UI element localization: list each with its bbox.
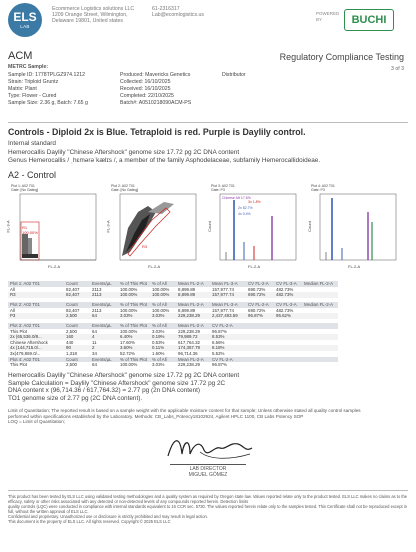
section-title: A2 - Control <box>8 170 57 180</box>
plot-2-panel <box>105 182 201 278</box>
table-cell: 160 <box>64 334 90 340</box>
lab-phone: 61-2316317 <box>152 6 180 12</box>
table-header: % of All <box>150 302 176 308</box>
plot-3-label-a <box>222 196 251 200</box>
section-divider <box>8 122 408 123</box>
table-cell: 2113 <box>92 286 102 292</box>
produced-by: Produced: Mavericks Genetics <box>120 72 191 78</box>
table-header: % of All <box>150 323 176 329</box>
table-cell: 3.03% <box>152 328 165 334</box>
table-cell: 96.87% <box>212 328 227 334</box>
plot-3-label-a-text: Chinese Aft <box>222 196 240 200</box>
table-cell: 82,407 <box>64 292 90 298</box>
table-cell <box>302 313 338 319</box>
collected-date: Collected: 16/10/2025 <box>120 79 171 86</box>
table-cell: 229,238.29 <box>178 328 200 334</box>
table-cell: 95.62% <box>274 313 302 319</box>
table-header: % of This Plot <box>118 281 150 287</box>
table-cell: 0.11% <box>150 345 176 351</box>
plot-1-gate-label: R1 <box>22 225 28 230</box>
table-cell: 157,977.74 <box>210 292 246 298</box>
table-cell: 482.73% <box>276 286 294 292</box>
table-header: Plot 1: A02 T01 <box>8 281 64 287</box>
plot-3-label-b-text: 3x <box>248 200 252 204</box>
plot-2-ylabel: FL-3-A <box>105 220 111 233</box>
internal-standard-label: Internal standard <box>8 140 56 147</box>
signature-name: MIGUEL GÓMEZ <box>188 472 228 478</box>
table-header: Mean FL-3-A <box>210 281 246 287</box>
table-cell: R3 <box>8 292 64 298</box>
table-header: CV FL-3-A <box>274 302 302 308</box>
internal-standard-genome: Hemerocallis Daylily "Chinese Aftershock" genome size 17.72 pg 2C DNA content <box>8 149 240 156</box>
table-cell: 100.00% <box>120 307 138 313</box>
genus-description: Genus Hemerocallis / ˌhɛmərəˈkælɪs /, a member of the family Asphodelaceae, subfamily Hemerocallidoideae. <box>8 157 321 164</box>
table-cell: 1,318 <box>66 350 77 356</box>
table-cell: 482.73% <box>274 292 302 298</box>
plot-3-label-c-pct: 52.7% <box>242 206 253 210</box>
table-cell: 1.60% <box>152 350 165 356</box>
table-cell: 482.73% <box>276 307 294 313</box>
table-cell: 100.00% <box>150 292 176 298</box>
sample-strain: Strain: Triploid Gruntz <box>8 79 59 86</box>
table-cell: 100.00% <box>152 286 170 292</box>
batch-number: Batch#: A0510218090ACM-PS <box>120 100 192 107</box>
plot-1-gate: Gate: [No Gating] <box>11 188 39 192</box>
table-cell: 82,407 <box>66 286 80 292</box>
plot-3-label-b <box>248 200 261 204</box>
table-cell: 4x (144,715.0/... <box>8 345 64 351</box>
table-header: % of This Plot <box>118 302 150 308</box>
conclusion-line-3: DNA content x (96,714.36 / 617,764.32) = 2.77 pg (2n DNA content) <box>8 387 201 395</box>
buchi-logo: BUCHI <box>344 9 394 31</box>
table-header: Mean FL-2-A <box>176 302 210 308</box>
plot-3-label-d-text: 4x <box>238 212 242 216</box>
powered-by <box>316 11 339 22</box>
table-cell: 100.00% <box>120 286 138 292</box>
plot-3-xlabel: FL-2-A <box>248 264 261 269</box>
received-date: Received: 16/10/2025 <box>120 86 171 93</box>
table-cell: 2,500 <box>66 362 77 368</box>
controls-title: Controls - Diploid 2x is Blue. Tetraploid is red. Purple is Daylily control. <box>8 127 306 137</box>
table-cell <box>246 362 274 368</box>
plot-3-label-c <box>238 206 253 210</box>
table-header: Mean FL-3-A <box>210 302 246 308</box>
table-header: Mean FL-2-A <box>176 281 210 287</box>
table-cell: 64 <box>92 328 97 334</box>
table-cell: 34 <box>92 350 97 356</box>
els-lab-logo <box>8 3 42 37</box>
table-cell: CV FL-2-A <box>210 357 246 363</box>
table-cell: 90 <box>64 345 90 351</box>
plot-4-panel <box>308 182 401 278</box>
conclusion-block <box>8 372 239 402</box>
report-title: Regulatory Compliance Testing <box>279 52 404 62</box>
plot-3-label-d <box>238 212 251 216</box>
table-cell <box>302 362 338 368</box>
table-cell: 2,500 <box>64 313 90 319</box>
footer-line-3: Confidential and proprietary. Unauthorized use or disclosure is strictly prohibited and may result in legal action. <box>8 514 208 519</box>
metrc-sample-label: METRC Sample: <box>8 64 49 70</box>
sample-matrix: Matrix: Plant <box>8 86 37 93</box>
sample-type: Type: Flower - Cured <box>8 93 57 100</box>
table-header: CV FL-3-A <box>274 281 302 287</box>
table-cell: 3.60% <box>118 345 150 351</box>
footer-line-4: This document is the property of ELS LLC. All rights reserved. Copyright © 2025 ELS LLC <box>8 519 171 524</box>
table-cell: 229,238.29 <box>176 313 210 319</box>
table-cell: 11 <box>92 339 97 345</box>
table-header: % of This Plot <box>118 323 150 329</box>
plot-3-label-a-pct: 17.6% <box>240 196 251 200</box>
disclaimer-block <box>8 408 408 425</box>
lab-address-block <box>52 6 134 25</box>
logo-sub-text: LAB <box>20 24 30 29</box>
table-cell: 96,714.36 <box>178 350 198 356</box>
table-cell: 100.00% <box>152 307 170 313</box>
plot-1-panel <box>5 182 101 278</box>
table-cell: 2,500 <box>66 328 77 334</box>
disclaimer-line-2: performed within specifications established by the Laboratory. Methods: CB_Labs_Potency18102924, Agilent HPLC 1100, CB Labs Potency SOP <box>8 413 304 419</box>
table-cell: 8.53% <box>210 334 246 340</box>
lab-email: Lab@ecomlogistics.us <box>152 12 204 19</box>
table-cell: 8.18% <box>210 345 246 351</box>
table-cell: 3.03% <box>150 313 176 319</box>
plot-3-ylabel: Count <box>206 221 212 232</box>
table-cell <box>302 292 338 298</box>
sample-info-left <box>8 72 88 107</box>
plot-4-xlabel: FL-2-A <box>348 264 361 269</box>
table-header: Median FL-2-A <box>302 281 338 287</box>
distributor-label: Distributor <box>222 72 246 78</box>
table-header: Events/µL <box>90 323 118 329</box>
table-cell: 157,977.74 <box>212 286 234 292</box>
signature-image <box>160 430 256 464</box>
table-header: Count <box>64 323 90 329</box>
table-cell: 690.72% <box>246 292 274 298</box>
table-cell: This Plot <box>10 328 28 334</box>
table-cell: 0.19% <box>150 334 176 340</box>
table-cell: 2113 <box>92 307 102 313</box>
footer-line-2: quality controls (LQC) were conducted in compliance with internal standards equivalent to 16 CCR sec. 5730. The values reported herein relate only to the samples tested. This Certificate shall not be reproduced except in full, without the written approval of ELS LLC. <box>8 504 407 514</box>
table-cell: P3 <box>8 313 64 319</box>
signature-line <box>170 464 246 465</box>
table-cell: 617,764.32 <box>178 339 200 345</box>
conclusion-line-2: Sample Calculation = Daylily "Chinese Aftershock" genome size 17.72 pg 2C <box>8 379 226 387</box>
disclaimer-line-1: Limit of Quantitation; The reported result is based on a sample weight with the applicable moisture content for that sample; Unless otherwise stated all quality control samples <box>8 408 361 413</box>
table-cell: 100.00% <box>120 362 138 368</box>
table-cell: 690.72% <box>248 307 266 313</box>
table-cell: 96.87% <box>212 362 227 368</box>
table-cell: 2,437,493.59 <box>210 313 246 319</box>
lab-contact-block <box>152 6 204 18</box>
disclaimer-line-3: LOQ = Limit of Quantitation; <box>8 419 66 425</box>
table-header: Plot 3: A02 T01 <box>8 323 64 329</box>
table-cell: 0.53% <box>152 339 165 345</box>
plot-1-title: Plot 1: A02 T01 <box>11 184 35 188</box>
signature-role: LAB DIRECTOR <box>189 466 227 472</box>
lab-name: Ecommerce Logistics solutions LLC <box>52 6 135 12</box>
plot-1-ylabel: FL-3-A <box>5 220 11 233</box>
table-cell: 2113 <box>90 292 118 298</box>
plot-1-xlabel: FL-2-A <box>48 264 61 269</box>
table-cell: 52.72% <box>120 350 135 356</box>
table-cell: 8,899.89 <box>178 286 196 292</box>
completed-date: Completed: 22/10/2025 <box>120 93 174 100</box>
table-cell: 64 <box>92 362 97 368</box>
conclusion-line-4: TO1 genome size of 2.77 pg (2C DNA content). <box>8 394 143 402</box>
table-cell: 17.60% <box>120 339 135 345</box>
table-cell: 64 <box>90 313 118 319</box>
table-cell <box>274 362 302 368</box>
table-row <box>8 313 338 319</box>
table-cell: 3x(479,869.0/... <box>10 350 41 356</box>
plot-4-title: Plot 4: A02 T01 <box>311 184 335 188</box>
stats-table-1 <box>8 281 338 298</box>
table-cell: Plot 4: A02 T01 <box>8 357 64 363</box>
lab-address-2: Delaware 19801, United states <box>52 18 123 25</box>
stats-table-2 <box>8 302 338 319</box>
table-cell: 2 <box>90 345 118 351</box>
table-cell: 5.52% <box>212 350 225 356</box>
table-cell: 4 <box>90 334 118 340</box>
plot-4-ylabel: Count <box>306 221 312 232</box>
table-cell: 6.56% <box>212 339 225 345</box>
table-cell: All <box>10 307 15 313</box>
plot-4-gate: Gate: P3 <box>311 188 325 192</box>
table-cell: 2x (65,536.0/8... <box>8 334 64 340</box>
plot-3-label-d-pct: 0.4% <box>242 212 251 216</box>
table-cell: 79,989.72 <box>176 334 210 340</box>
client-name: ACM <box>8 50 33 62</box>
plot-2-gate-label: R3 <box>142 244 148 249</box>
table-header: Events/µL <box>90 281 118 287</box>
table-header: CV FL-2-A <box>210 323 246 329</box>
plot-3-gate: Gate: P3 <box>211 188 225 192</box>
sample-id: Sample ID: 1778TPLGZ974.1212 <box>8 72 85 78</box>
table-header: Count <box>64 302 90 308</box>
table-cell: 96.87% <box>246 313 274 319</box>
footer-line-1: This product has been tested by ELS LLC using validated testing methodologies and a quality system as required by Oregon state law. Values reported relate only to the product tested. ELS LLC makes no claims as to the efficacy, safety or other risks associated with any detected or non-detected levels of any compounds reported herein. Detection limits <box>8 494 408 504</box>
table-cell: 690.72% <box>248 286 266 292</box>
plot-2-gate: Gate: [No Gating] <box>111 188 139 192</box>
table-header: Mean FL-2-A <box>176 323 210 329</box>
table-cell: 100.00% <box>120 328 138 334</box>
stats-table-3 <box>8 323 338 368</box>
table-cell: 3.03% <box>152 362 165 368</box>
page-number: 3 of 3 <box>391 66 404 72</box>
table-cell: Count <box>64 357 90 363</box>
table-cell: 8,899.89 <box>178 307 196 313</box>
powered-by-line-1: POWERED <box>316 11 340 16</box>
table-cell: % of All <box>150 357 176 363</box>
table-row <box>8 362 338 368</box>
plot-3-panel <box>208 182 301 278</box>
plot-3-title: Plot 3: A02 T01 <box>211 184 235 188</box>
plot-3-label-c-text: 2x <box>238 206 242 210</box>
table-cell: % of This Plot <box>118 357 150 363</box>
table-cell: 3.03% <box>118 313 150 319</box>
table-header: Count <box>64 281 90 287</box>
table-header: Events/µL <box>90 302 118 308</box>
powered-by-line-2: BY <box>316 16 323 22</box>
table-header: Plot 2: A02 T01 <box>8 302 64 308</box>
table-header: Median FL-2-A <box>302 302 338 308</box>
lab-address-1: 1209 Orange Street, Wilmington, <box>52 12 128 19</box>
sample-info-middle <box>120 72 191 107</box>
plot-2-xlabel: FL-2-A <box>148 264 161 269</box>
table-cell: 157,977.74 <box>212 307 234 313</box>
conclusion-line-1: Hemerocallis Daylily "Chinese Aftershock" genome size 17.72 pg 2C DNA content <box>8 372 240 379</box>
plot-2-title: Plot 2: A02 T01 <box>111 184 135 188</box>
table-cell: This Plot <box>10 362 28 368</box>
plot-3-label-b-pct: 1.8% <box>252 200 261 204</box>
table-cell: All <box>10 286 15 292</box>
table-cell: Chinese Aftershock <box>10 339 48 345</box>
sample-size: Sample Size: 2.36 g, Batch: 7.65 g <box>8 100 88 107</box>
table-row <box>8 292 338 298</box>
table-cell: Events/µL <box>90 357 118 363</box>
table-cell: 229,238.29 <box>178 362 200 368</box>
table-cell: 8,899.89 <box>176 292 210 298</box>
footer-divider <box>8 490 408 491</box>
table-cell: 100.00% <box>118 292 150 298</box>
table-cell: 174,357.79 <box>176 345 210 351</box>
table-cell: Mean FL-2-A <box>176 357 210 363</box>
plot-1-gate-pct: 100.00% <box>22 230 38 235</box>
logo-main-text: ELS <box>13 10 37 24</box>
footer-block <box>8 494 408 524</box>
table-header: % of All <box>150 281 176 287</box>
table-cell: 6.40% <box>118 334 150 340</box>
table-cell: 82,407 <box>66 307 80 313</box>
table-header: CV FL-2-A <box>246 281 274 287</box>
table-cell: 440 <box>66 339 74 345</box>
table-header: CV FL-2-A <box>246 302 274 308</box>
